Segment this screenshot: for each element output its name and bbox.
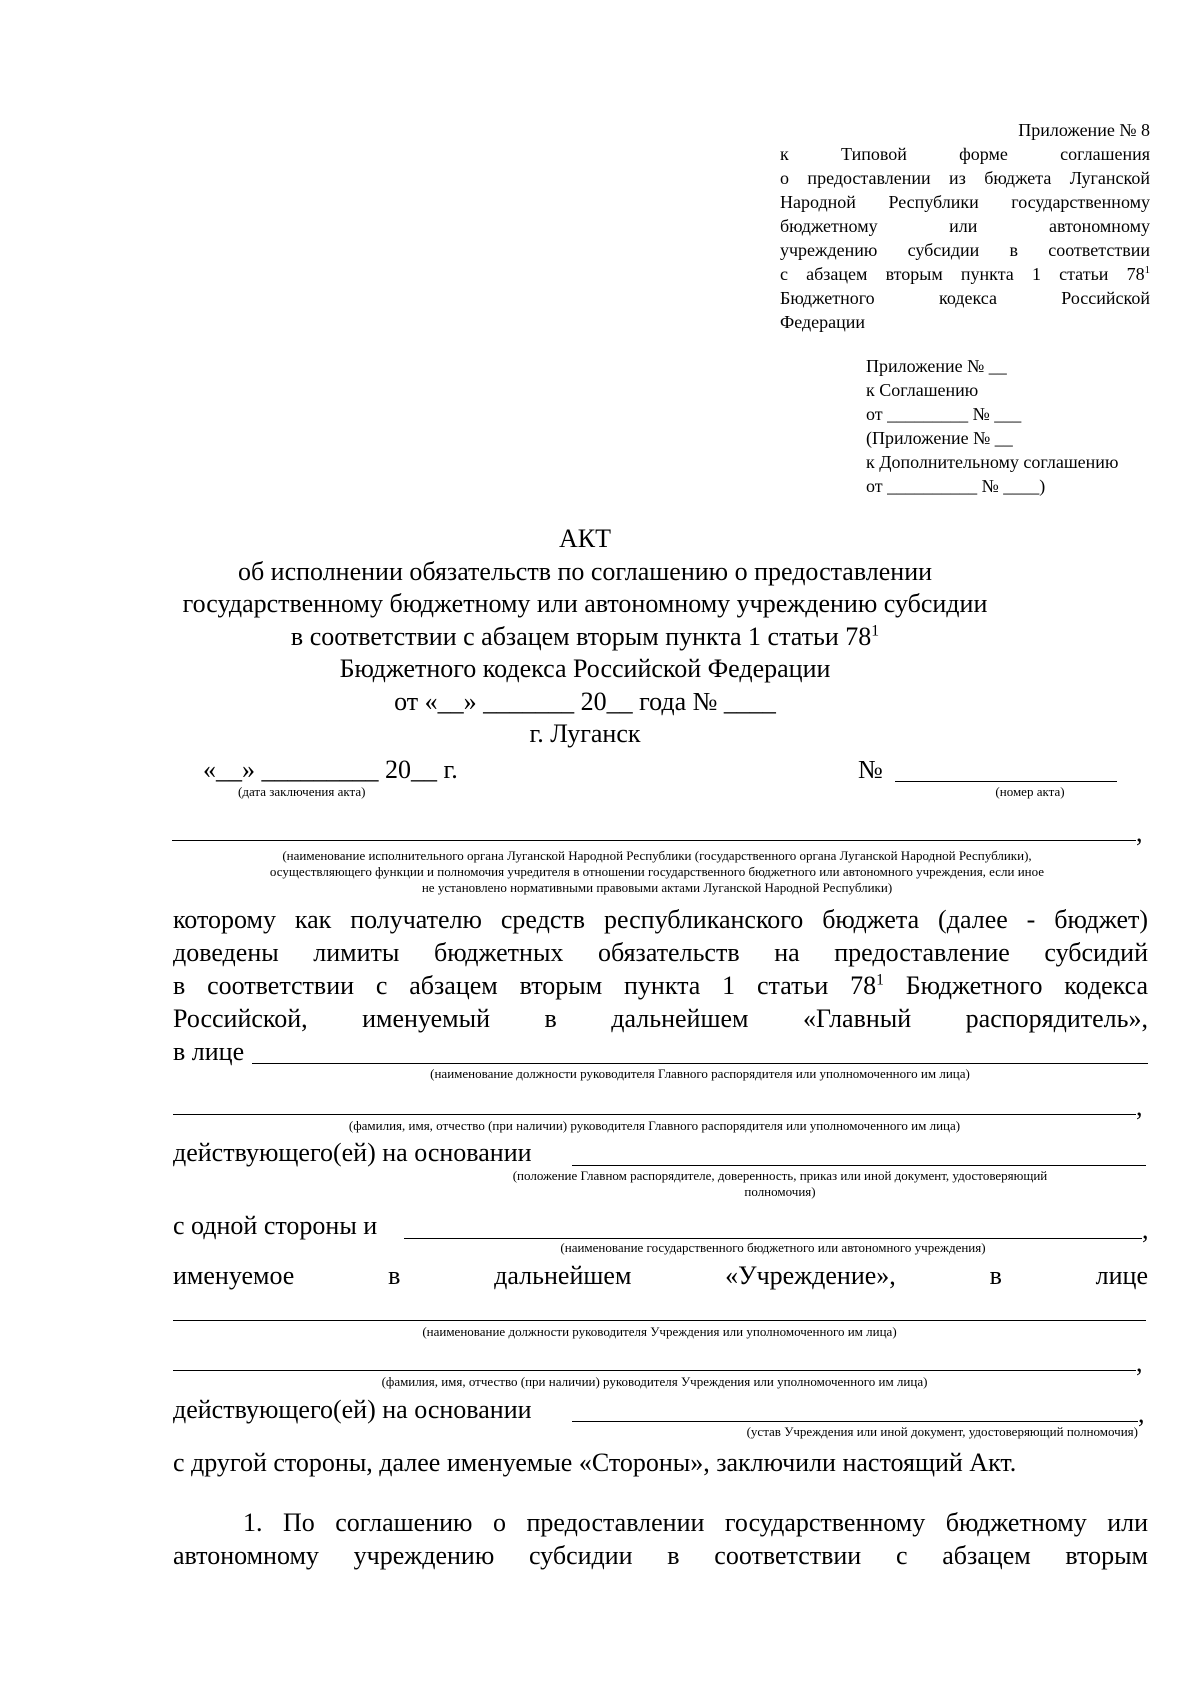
act-date-field: «__» _________ 20__ г. [203, 755, 458, 784]
head-fio-line [173, 1114, 1136, 1115]
superscript: 1 [1144, 264, 1150, 276]
acting-basis-label-2: действующего(ей) на основании [173, 1395, 532, 1424]
organization-caption: (наименование исполнительного органа Луганской Народной Республики (государственного органа Луганской Народной Республики), осуществляющего функции и полномочия учредителя в отношении государственного бюджетного или автономного учреждения, если иное не установлено нормативными правовыми актами Луганской Народной Республики) [269, 848, 1045, 895]
agreement-ref-line: к Дополнительному соглашению [866, 452, 1119, 472]
institution-caption: (наименование государственного бюджетного или автономного учреждения) [560, 1240, 986, 1255]
title-line: государственному бюджетному или автономному учреждению субсидии [182, 589, 988, 618]
comma: , [1142, 1215, 1149, 1244]
head-position-line [252, 1063, 1148, 1064]
named-institution-line: именуемое в дальнейшем «Учреждение», в лице [173, 1261, 1148, 1290]
appendix-line: бюджетному или автономному [780, 216, 1150, 236]
inst-position-caption: (наименование должности руководителя Учреждения или уполномоченного им лица) [422, 1324, 897, 1339]
inst-fio-caption: (фамилия, имя, отчество (при наличии) руководителя Учреждения или уполномоченного им лица) [381, 1374, 928, 1389]
inst-fio-line [173, 1370, 1136, 1371]
appendix-line: Народной Республики государственному [780, 192, 1150, 212]
appendix-header [780, 118, 1150, 334]
appendix-line: Бюджетного кодекса Российской [780, 288, 1150, 308]
superscript: 1 [871, 621, 880, 639]
comma: , [1136, 1092, 1143, 1121]
agreement-reference [866, 354, 1156, 498]
appendix-line: учреждению субсидии в соответствии [780, 240, 1150, 260]
item-1: 1. По соглашению о предоставлении государственному бюджетному или автономному учреждению субсидии в соответствии с абзацем вторым [173, 1508, 1148, 1570]
head-fio-caption: (фамилия, имя, отчество (при наличии) руководителя Главного распорядителя или уполномоченного им лица) [348, 1118, 961, 1133]
title-line: Бюджетного кодекса Российской Федерации [339, 654, 831, 683]
head-position-caption: (наименование должности руководителя Главного распорядителя или уполномоченного им лица) [430, 1066, 970, 1081]
appendix-line: о предоставлении из бюджета Луганской [780, 168, 1150, 188]
comma: , [1136, 1348, 1143, 1377]
title-date-line: от «__» _______ 20__ года № ____ [394, 686, 776, 716]
appendix-number: Приложение № 8 [1018, 120, 1150, 140]
agreement-ref-line: от __________ № ____) [866, 476, 1046, 496]
title-act: АКТ [559, 524, 611, 553]
comma: , [1136, 818, 1143, 847]
agreement-ref-line: Приложение № __ [866, 356, 1007, 376]
in-person-label: в лице [173, 1037, 245, 1066]
agreement-ref-line: к Соглашению [866, 380, 979, 400]
basis2-caption: (устав Учреждения или иной документ, удостоверяющий полномочия) [746, 1424, 1138, 1439]
one-side-label: с одной стороны и [173, 1211, 378, 1240]
act-number-line [895, 781, 1117, 782]
paragraph-recipient: которому как получателю средств республиканского бюджета (далее - бюджет) доведены лимиты бюджетных обязательств на предоставление субсидий в соответствии с абзацем вторым пункта 1 статьи $78^1$ Бюджетного кодекса Российской, именуемый в дальнейшем «Главный распорядитель», [173, 905, 1149, 1033]
act-number-sign: № [858, 755, 883, 784]
title-line: об исполнении обязательств по соглашению о предоставлении [237, 556, 933, 586]
acting-basis-label: действующего(ей) на основании [173, 1138, 532, 1167]
basis-caption: (положение Главном распорядителе, доверенность, приказ или иной документ, удостоверяющий полномочия) [512, 1168, 1048, 1199]
basis-line [572, 1165, 1146, 1166]
appendix-line: с абзацем вторым пункта 1 статьи $78^1$ [780, 264, 1150, 284]
other-side-line: с другой стороны, далее именуемые «Стороны», заключили настоящий Акт. [173, 1448, 1017, 1477]
appendix-line: к Типовой форме соглашения [780, 144, 1150, 164]
appendix-line: Федерации [780, 312, 866, 332]
title-city: г. Луганск [529, 719, 641, 748]
act-date-caption: (дата заключения акта) [238, 784, 366, 799]
inst-position-line [173, 1320, 1146, 1321]
institution-line [404, 1238, 1142, 1239]
document-title [150, 523, 1020, 751]
title-line: в соответствии с абзацем вторым пункта 1 статьи $78^1$ [290, 621, 880, 651]
agreement-ref-line: (Приложение № __ [866, 428, 1013, 448]
agreement-ref-line: от _________ № ___ [866, 404, 1022, 424]
organization-line [172, 840, 1136, 841]
act-number-caption: (номер акта) [995, 784, 1065, 799]
comma: , [1138, 1399, 1145, 1428]
basis2-line [572, 1421, 1138, 1422]
